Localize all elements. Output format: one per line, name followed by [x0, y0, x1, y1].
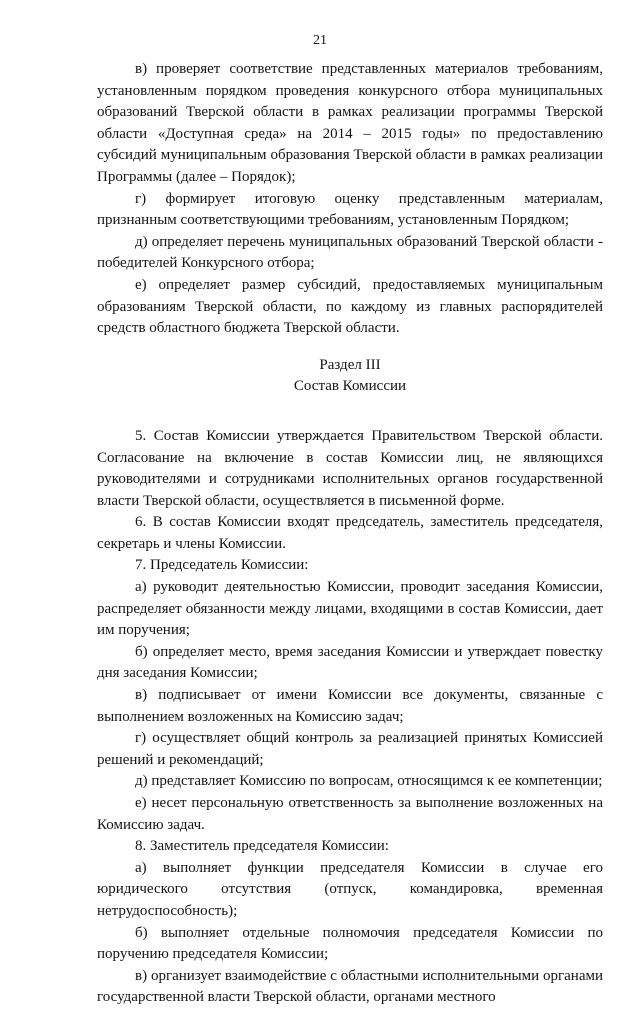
page-number: 21	[313, 33, 327, 48]
paragraph: в) проверяет соответствие представленных материалов требованиям, установленным порядком проведения конкурсного отбора муниципальных образований Тверской области в рамках реализации программы Тверской области «Доступная среда» на 2014 – 2015 годы» по предоставлению субсидий муниципальным образования Тверской области в рамках реализации Программы (далее – Порядок);	[97, 61, 603, 185]
paragraph: г) формирует итоговую оценку представленным материалам, признанным соответствующими требованиям, установленным Порядком;	[97, 190, 603, 229]
paragraph: а) выполняет функции председателя Комиссии в случае его юридического отсутствия (отпуск, командировка, временная нетрудоспособность);	[97, 859, 603, 919]
section-subtitle: Состав Комиссии	[293, 378, 407, 395]
paragraph: д) определяет перечень муниципальных образований Тверской области - победителей Конкурсного отбора;	[97, 233, 603, 272]
paragraph: в) организует взаимодействие с областными исполнительными органами государственной власти Тверской области, органами местного	[97, 967, 603, 1006]
paragraph: г) осуществляет общий контроль за реализацией принятых Комиссией решений и рекомендаций;	[97, 730, 603, 768]
paragraph: б) определяет место, время заседания Комиссии и утверждает повестку дня заседания Комиссии;	[97, 643, 603, 682]
paragraph: в) подписывает от имени Комиссии все документы, связанные с выполнением возложенных на Комиссию задач;	[97, 687, 603, 725]
paragraph: б) выполняет отдельные полномочия председателя Комиссии по поручению председателя Комиссии;	[97, 924, 603, 963]
paragraph: д) представляет Комиссию по вопросам, относящимся к ее компетенции;	[135, 773, 603, 790]
paragraph: е) определяет размер субсидий, предоставляемых муниципальным образованиям Тверской области, по каждому из главных распорядителей средств областного бюджета Тверской области.	[97, 276, 603, 337]
paragraph: а) руководит деятельностью Комиссии, проводит заседания Комиссии, распределяет обязанности между лицами, входящими в состав Комиссии, дает им поручения;	[97, 579, 603, 639]
paragraph: е) несет персональную ответственность за выполнение возложенных на Комиссию задач.	[97, 795, 603, 833]
document-body	[97, 59, 603, 1009]
paragraph: 5. Состав Комиссии утверждается Правительством Тверской области. Согласование на включение в состав Комиссии лиц, не являющихся руководителями и сотрудниками исполнительных органов государственной власти Тверской области, осуществляется в письменной форме.	[97, 427, 603, 509]
paragraph: 6. В состав Комиссии входят председатель, заместитель председателя, секретарь и члены Комиссии.	[97, 514, 603, 552]
paragraph: 8. Заместитель председателя Комиссии:	[135, 838, 389, 855]
paragraph: 7. Председатель Комиссии:	[135, 557, 309, 574]
section-title: Раздел III	[319, 356, 381, 373]
